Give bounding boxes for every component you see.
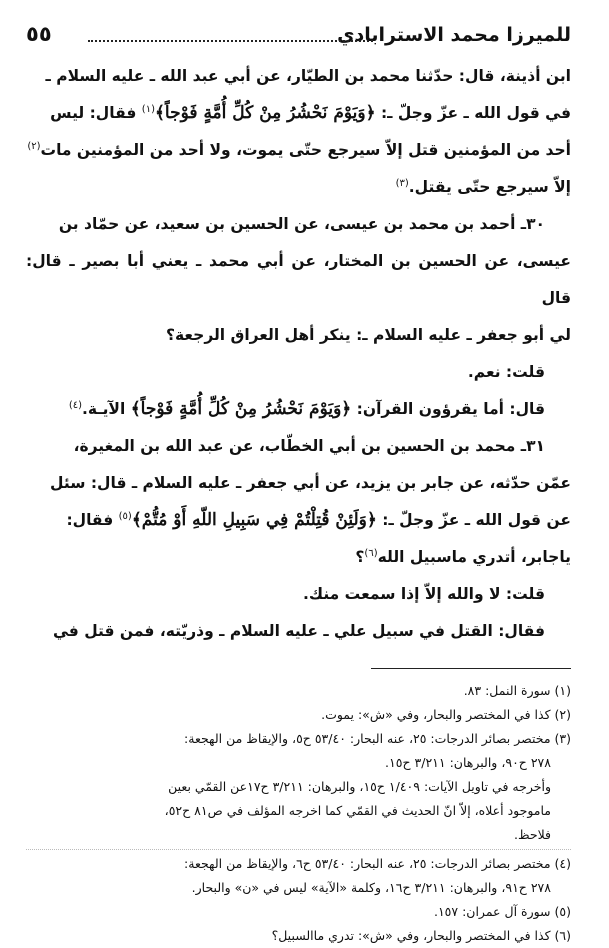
- body-line-text: عن قول الله ـ عزّ وجلّ ـ:: [376, 511, 571, 529]
- footnote-divider: [26, 849, 571, 850]
- quran-verse: ﴿وَيَوْمَ نَحْشُرُ مِنْ كُلِّ أُمَّةٍ فَوْجاً﴾: [154, 103, 376, 123]
- body-line-text: الآيـة.: [82, 400, 131, 418]
- body-line: [26, 132, 571, 169]
- footnote-line: (٦) كذا في المختصر والبحار، وفي «ش»: تدري ماالسبيل؟: [271, 928, 571, 943]
- page-number: ٥٥: [26, 22, 52, 46]
- footnote-line: (٤) مختصر بصائر الدرجات: ٢٥، عنه البحار: ٥٣/٤٠ ح٦، والإيقاظ من الهجعة:: [184, 856, 571, 871]
- body-line-text: فقال: ليس: [50, 104, 142, 122]
- body-line-text: إلاّ سيرجع حتّى يقتل.: [408, 178, 571, 196]
- body-line: [26, 576, 571, 613]
- body-line-text: ٣١ـ محمد بن الحسين بن أبي الخطّاب، عن عبد الله بن المغيرة،: [73, 437, 545, 455]
- footnote-line: وأخرجه في تاويل الآيات: ١/٤٠٩ ح١٥، والبرهان: ٣/٢١١ ح١٧عن القمّي بعين: [168, 779, 551, 794]
- footnote-line: (٣) مختصر بصائر الدرجات: ٢٥، عنه البحار: ٥٣/٤٠ ح٥، والإيقاظ من الهجعة:: [184, 731, 571, 746]
- body-line-text: قلت: نعم.: [467, 363, 545, 381]
- body-line-text: أحد من المؤمنين قتل إلاّ سيرجع حتّى يموت، ولا أحد من المؤمنين مات: [40, 141, 571, 159]
- body-line-text: عمّن حدّثه، عن جابر بن يزيد، عن أبي جعفر ـ عليه السلام ـ قال: سئل: [50, 474, 571, 492]
- body-line: [26, 206, 571, 243]
- quran-verse: ﴿وَلَئِنْ قُتِلْتُمْ فِي سَبِيلِ اللّهِ أَوْ مُتُّمْ﴾: [131, 510, 377, 530]
- footnote-separator: [371, 668, 571, 669]
- footnote-marker: (٦): [364, 547, 378, 559]
- body-line-text: قلت: لا والله إلاّ إذا سمعت منك.: [303, 585, 545, 603]
- quran-verse: ﴿وَيَوْمَ نَحْشُرُ مِنْ كُلِّ أُمَّةٍ فَوْجاً﴾: [130, 399, 352, 419]
- footnote-line: فلاحظ.: [514, 827, 551, 842]
- body-line: [26, 613, 571, 650]
- body-line-text: ٣٠ـ أحمد بن محمد بن عيسى، عن الحسين بن سعيد، عن حمّاد بن: [58, 215, 545, 233]
- body-line: [26, 354, 571, 391]
- footnote-line: ٢٧٨ ح٩١، والبرهان: ٣/٢١١ ح١٦، وكلمة «الآية» ليس في «ن» والبحار.: [191, 880, 551, 895]
- body-line-text: فقال:: [66, 511, 119, 529]
- body-line-text: لي أبو جعفر ـ عليه السلام ـ: ينكر أهل العراق الرجعة؟: [166, 326, 571, 344]
- footnote-marker: (١): [141, 103, 155, 115]
- body-line: [26, 169, 571, 206]
- page-header: [26, 18, 571, 52]
- footnote-marker: (٣): [395, 177, 409, 189]
- body-line: [26, 539, 571, 576]
- dotted-header-rule: [88, 40, 373, 42]
- body-line-text: ياجابر، أتدري ماسبيل الله: [377, 548, 571, 566]
- body-line-text: قال: أما يقرؤون القرآن:: [351, 400, 545, 418]
- running-title: للميرزا محمد الاسترابادي: [337, 24, 571, 46]
- footnotes: [26, 679, 571, 948]
- footnote-marker: (٥): [118, 510, 132, 522]
- footnote-line: (٢) كذا في المختصر والبحار، وفي «ش»: يموت.: [321, 707, 571, 722]
- body-line: [26, 317, 571, 354]
- body-line: [26, 243, 571, 317]
- footnote-line: (١) سورة النمل: ٨٣.: [463, 683, 571, 698]
- body-line: [26, 502, 571, 539]
- footnote-line: ٢٧٨ ح٩٠، والبرهان: ٣/٢١١ ح١٥.: [385, 755, 551, 770]
- body-line: [26, 391, 571, 428]
- body-line: [26, 58, 571, 95]
- body-line-text: فقال: القتل في سبيل علي ـ عليه السلام ـ وذريّته، فمن قتل في: [53, 622, 545, 640]
- footnote-line: (٥) سورة آل عمران: ١٥٧.: [433, 904, 571, 919]
- body-line-text: ؟: [355, 548, 365, 566]
- footnote-line: ماموجود أعلاه، إلاّ انّ الحديث في القمّي كما اخرجه المؤلف في ص٨١ ح٥٢،: [164, 803, 551, 818]
- body-line: [26, 465, 571, 502]
- footnote-marker: (٢): [27, 140, 41, 152]
- body-line: [26, 95, 571, 132]
- body-line-text: عيسى، عن الحسين بن المختار، عن أبي محمد ـ يعني أبا بصير ـ قال: قال: [26, 252, 571, 307]
- body-text: [26, 58, 571, 650]
- footnote-marker: (٤): [68, 399, 83, 411]
- body-line: [26, 428, 571, 465]
- body-line-text: في قول الله ـ عزّ وجلّ ـ:: [375, 104, 571, 122]
- body-line-text: ابن أذينة، قال: حدّثنا محمد بن الطيّار، عن أبي عبد الله ـ عليه السلام ـ: [45, 67, 571, 85]
